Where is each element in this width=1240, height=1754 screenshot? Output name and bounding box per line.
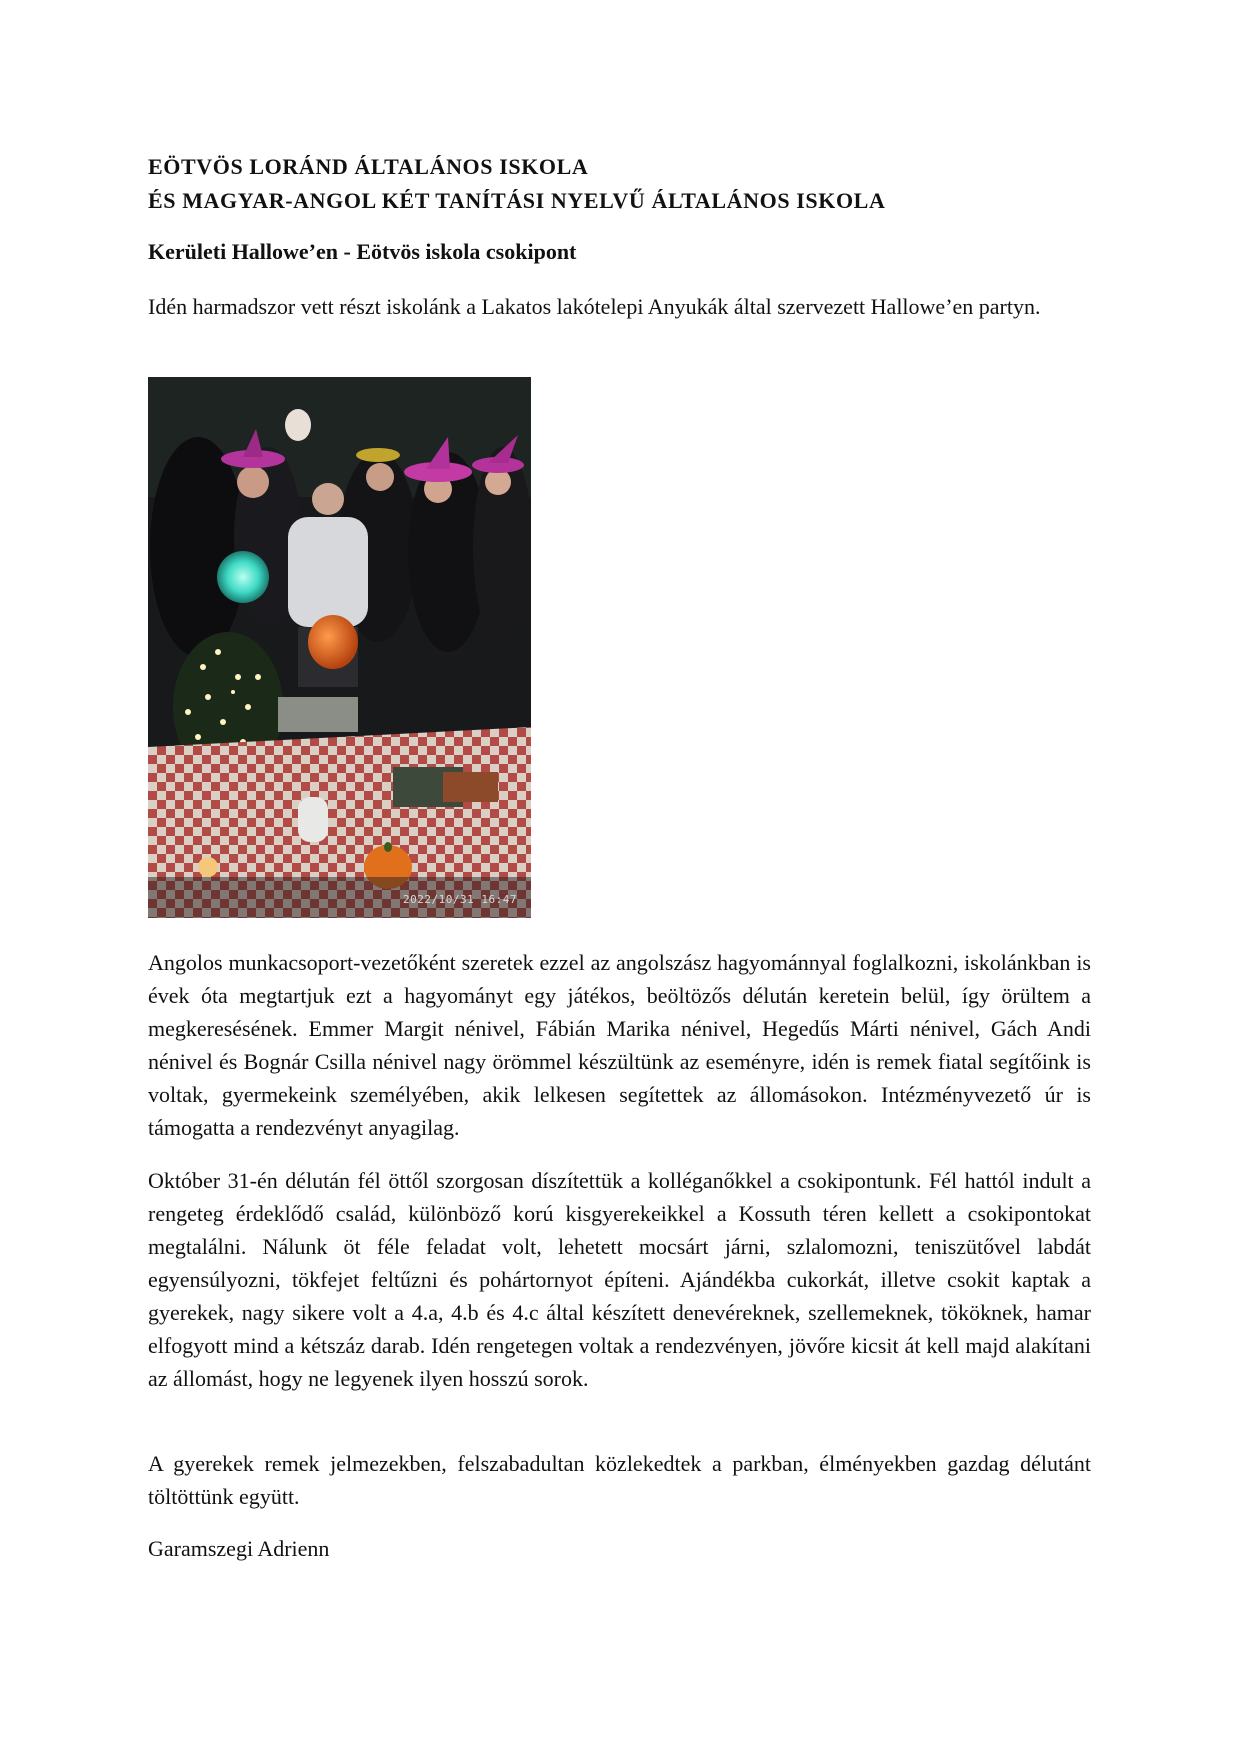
body-paragraph-2: Október 31-én délután fél öttől szorgosan díszítettük a kolléganőkkel a csokipontunk. Fél hattól indult a rengeteg érdeklődő család, különböző korú kisgyerekeikkel a Kossuth téren kellett a csokipontokat megtalálni. Nálunk öt féle feladat volt, lehetett mocsárt járni, szlalomozni, teniszütővel labdát egyensúlyozni, tökfejet feltűzni és pohártornyot építeni. Ajándékba cukorkát, illetve csokit kaptak a gyerekek, nagy sikere volt a 4.a, 4.b és 4.c által készített denevéreknek, szellemeknek, tököknek, hamar elfogyott mind a kétszáz darab. Idén rengetegen voltak a rendezvényen, jövőre kicsit át kell majd alakítani az állomást, hogy ne legyenek ilyen hosszú sorok.: [148, 1168, 1091, 1391]
article-title: Kerületi Hallowe’en - Eötvös iskola csokipont: [148, 239, 577, 264]
body-paragraph-3: A gyerekek remek jelmezekben, felszabadultan közlekedtek a parkban, élményekben gazdag délutánt töltöttünk együtt.: [148, 1451, 1091, 1509]
intro-paragraph: Idén harmadszor vett részt iskolánk a Lakatos lakótelepi Anyukák által szervezett Hallowe’en partyn.: [148, 294, 1041, 319]
school-name-line-2: ÉS MAGYAR-ANGOL KÉT TANÍTÁSI NYELVŰ ÁLTALÁNOS ISKOLA: [148, 188, 886, 213]
photo-illustration: [148, 377, 531, 918]
photo-timestamp: 2022/10/31 16:47: [403, 893, 517, 906]
school-name-line-1: EÖTVÖS LORÁND ÁLTALÁNOS ISKOLA: [148, 154, 589, 179]
body-paragraph-1: Angolos munkacsoport-vezetőként szeretek ezzel az angolszász hagyománnyal foglalkozni, iskolánkban is évek óta megtartjuk ezt a hagyományt egy játékos, beöltözős délután keretein belül, így örültem a megkeresésének. Emmer Margit nénivel, Fábián Marika nénivel, Hegedűs Márti nénivel, Gách Andi nénivel és Bognár Csilla nénivel nagy örömmel készültünk az eseményre, idén is remek fiatal segítőink is voltak, gyermekeink személyében, akik lelkesen segítettek az állomásokon. Intézményvezető úr is támogatta a rendezvényt anyagilag.: [148, 950, 1091, 1140]
author-signature: Garamszegi Adrienn: [148, 1536, 330, 1561]
school-name-heading: [148, 150, 1091, 218]
halloween-party-photo: [148, 377, 531, 918]
